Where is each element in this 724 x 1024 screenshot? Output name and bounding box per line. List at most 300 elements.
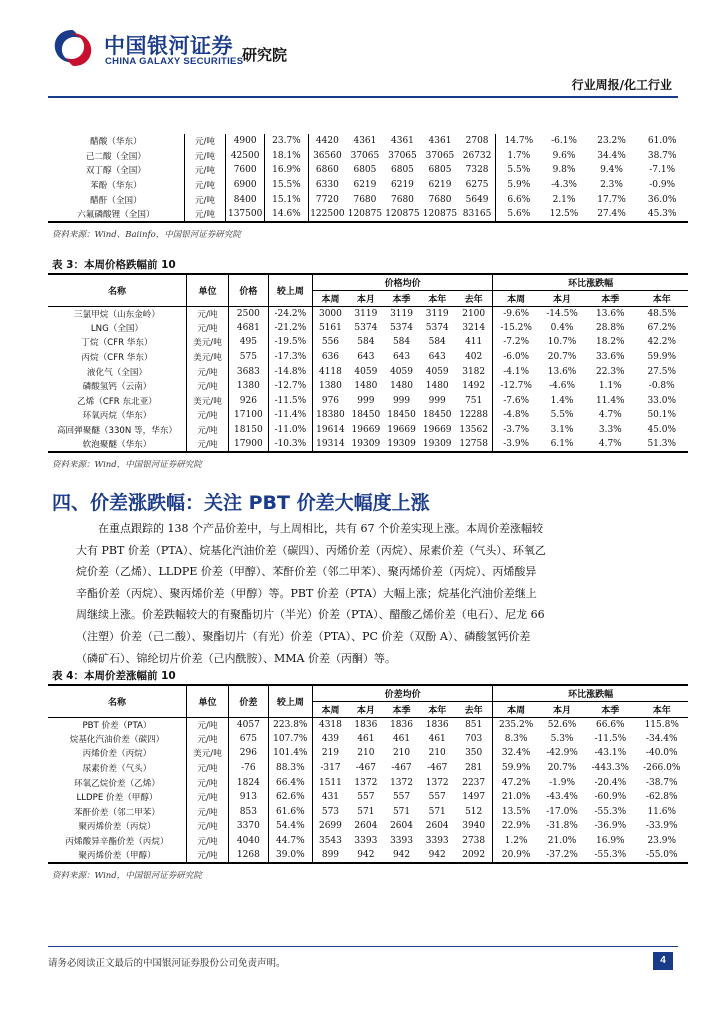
row-name: PBT 价差（PTA） bbox=[82, 720, 152, 731]
table-cell: 926 bbox=[228, 394, 268, 409]
table-cell: 2604 bbox=[354, 821, 378, 832]
table-cell: 19309 bbox=[351, 439, 381, 450]
table-cell: 3940 bbox=[462, 821, 486, 832]
table-row bbox=[48, 178, 688, 193]
table-cell: 4681 bbox=[228, 321, 268, 336]
table-cell: -3.9% bbox=[493, 437, 539, 452]
table-cell: 675 bbox=[228, 732, 268, 747]
table-cell: 45.0% bbox=[647, 425, 677, 436]
table-cell: 2.1% bbox=[552, 194, 576, 205]
table-cell: -10.3% bbox=[268, 437, 312, 452]
table-cell: -60.9% bbox=[594, 792, 627, 803]
table-cell: -55.0% bbox=[645, 850, 678, 861]
table-cell: 48.5% bbox=[647, 308, 677, 319]
table-cell: 851 bbox=[465, 719, 483, 730]
table-cell: 2604 bbox=[390, 821, 413, 832]
table-cell: 8400 bbox=[226, 192, 265, 207]
table-cell: 137500 bbox=[226, 207, 265, 222]
table-cell: 461 bbox=[357, 733, 375, 744]
table-cell: 571 bbox=[428, 806, 446, 817]
col-header-sub: 本月 bbox=[348, 290, 384, 306]
table-cell: 2237 bbox=[462, 777, 486, 788]
table-cell: -0.9% bbox=[649, 180, 676, 191]
table-cell: 2738 bbox=[462, 836, 486, 847]
col-header-sub: 本年 bbox=[635, 701, 688, 717]
table-cell: 18450 bbox=[351, 410, 381, 421]
table-cell: -55.3% bbox=[594, 850, 627, 861]
table-cell: 61.0% bbox=[647, 136, 677, 147]
table-cell: 11.4% bbox=[596, 395, 625, 406]
row-name: 醋酸（华东） bbox=[90, 137, 142, 148]
row-name: 乙烯（CFR 东北亚） bbox=[77, 396, 157, 407]
col-header-group-avg: 价差均价 bbox=[312, 685, 492, 701]
table-cell: 元/吨 bbox=[186, 437, 228, 452]
table-cell: 36560 bbox=[308, 149, 346, 164]
table-cell: 636 bbox=[312, 350, 348, 365]
table-cell: 942 bbox=[357, 850, 375, 861]
row-name: 聚丙烯价差（丙烷） bbox=[78, 822, 156, 833]
table-cell: 5.9% bbox=[496, 178, 541, 193]
table-row bbox=[48, 848, 688, 863]
table-cell: 美元/吨 bbox=[186, 350, 228, 365]
table-cell: -266.0% bbox=[643, 763, 681, 774]
table-cell: 571 bbox=[357, 806, 375, 817]
table3-source: 资料来源：Wind，中国银河证券研究院 bbox=[52, 460, 202, 470]
table-row bbox=[48, 335, 688, 350]
table-cell: 5.5% bbox=[496, 163, 541, 178]
table-cell: 37065 bbox=[350, 150, 380, 161]
col-header-name: 名称 bbox=[48, 274, 186, 306]
col-header-sub: 本月 bbox=[348, 701, 384, 717]
table-cell: 899 bbox=[312, 848, 348, 863]
table-row bbox=[48, 746, 688, 761]
table-cell: 6330 bbox=[308, 178, 346, 193]
table-cell: 3.3% bbox=[598, 425, 622, 436]
table-cell: 3119 bbox=[425, 308, 449, 319]
table-cell: 461 bbox=[392, 733, 411, 744]
table-cell: -12.7% bbox=[493, 379, 539, 394]
logo-english-name: CHINA GALAXY SECURITIES bbox=[105, 56, 244, 67]
table-cell: 18150 bbox=[228, 423, 268, 438]
table-cell: 37065 bbox=[425, 150, 455, 161]
table-row bbox=[48, 207, 688, 222]
table-cell: -317 bbox=[312, 761, 348, 776]
table-cell: 4118 bbox=[312, 364, 348, 379]
table-row bbox=[48, 805, 688, 820]
table-cell: 1268 bbox=[228, 848, 268, 863]
table-cell: -31.8% bbox=[546, 821, 578, 832]
table-cell: 4361 bbox=[428, 136, 452, 147]
table-cell: 3119 bbox=[354, 308, 378, 319]
table-cell: 3119 bbox=[390, 308, 413, 319]
table-cell: 575 bbox=[228, 350, 268, 365]
table-cell: 9.8% bbox=[552, 165, 576, 176]
table-cell: 557 bbox=[428, 792, 446, 803]
table-cell: 36.0% bbox=[647, 194, 677, 205]
table-cell: -14.8% bbox=[268, 364, 312, 379]
table-cell: -43.1% bbox=[594, 748, 627, 759]
table-cell: 296 bbox=[228, 746, 268, 761]
table-cell: -20.4% bbox=[594, 777, 627, 788]
table-cell: 元/吨 bbox=[186, 379, 228, 394]
table-cell: -76 bbox=[228, 761, 268, 776]
table-cell: 59.9% bbox=[493, 761, 539, 776]
table-cell: 18.2% bbox=[596, 337, 625, 348]
table-cell: -37.2% bbox=[546, 850, 578, 861]
table-cell: -11.0% bbox=[268, 423, 312, 438]
table-cell: -42.9% bbox=[546, 748, 578, 759]
table-cell: 元/吨 bbox=[184, 163, 225, 178]
table-cell: 643 bbox=[392, 352, 411, 363]
table-cell: 1.1% bbox=[598, 381, 622, 392]
table-cell: 1372 bbox=[425, 777, 449, 788]
table-cell: 4059 bbox=[425, 366, 449, 377]
table-cell: 5.6% bbox=[496, 207, 541, 222]
table-row bbox=[48, 350, 688, 365]
table-cell: 402 bbox=[465, 352, 483, 363]
table-cell: 16.9% bbox=[596, 836, 625, 847]
table-cell: 5.5% bbox=[550, 410, 574, 421]
table-cell: 元/吨 bbox=[186, 834, 228, 849]
col-header-sub: 本周 bbox=[493, 701, 539, 717]
table-cell: 美元/吨 bbox=[186, 335, 228, 350]
table-cell: -38.7% bbox=[645, 777, 678, 788]
table-cell: 34.4% bbox=[597, 150, 626, 161]
footer-divider bbox=[48, 946, 678, 947]
table-cell: 6.1% bbox=[550, 439, 574, 450]
table-cell: 19669 bbox=[387, 425, 416, 436]
table-cell: 5374 bbox=[425, 322, 449, 333]
table-cell: 350 bbox=[465, 748, 483, 759]
table-cell: 913 bbox=[228, 790, 268, 805]
section-paragraph-text: 在重点跟踪的 138 个产品价差中，与上周相比，共有 67 个价差实现上涨。本周价差涨幅较大有 PBT 价差（PTA）、烷基化汽油价差（碳四）、丙烯价差（丙烷）、尿素价差（气头）、环氧乙烷价差（乙烯）、LLDPE 价差（甲醇）、苯酐价差（邻二甲苯）、聚丙烯价差（丙烷）、丙烯酸异辛酯价差（丙烷）、聚丙烯价差（甲醇）等。PBT 价差（PTA）大幅上涨；烷基化汽油价差继上周继续上涨。价差跌幅较大的有聚酯切片（半光）价差（PTA）、醋酸乙烯价差（电石）、尼龙 66（注塑）价差（己二酸）、聚酯切片（有光）价差（PTA）、PC 价差（双酚 A）、磷酸氢钙价差（磷矿石）、锦纶切片价差（己内酰胺）、MMA 价差（丙酮）等。 bbox=[76, 522, 546, 665]
table-cell: 13.5% bbox=[493, 805, 539, 820]
table-cell: 7680 bbox=[353, 194, 377, 205]
table-cell: 2708 bbox=[465, 136, 489, 147]
table-cell: 27.4% bbox=[597, 208, 626, 219]
table-cell: 21.0% bbox=[547, 836, 577, 847]
table-cell: 999 bbox=[428, 395, 446, 406]
col-header-change: 较上周 bbox=[268, 274, 312, 306]
table-cell: 3214 bbox=[462, 322, 486, 333]
table-cell: -7.2% bbox=[493, 335, 539, 350]
table-cell: 12288 bbox=[459, 410, 488, 421]
table-cell: 42.2% bbox=[647, 337, 677, 348]
row-name: 醋酐（全国） bbox=[90, 195, 142, 206]
row-name: LNG（全国） bbox=[90, 323, 144, 334]
table-cell: 1824 bbox=[228, 775, 268, 790]
table-cell: 643 bbox=[428, 352, 446, 363]
table-cell: 5649 bbox=[465, 194, 489, 205]
table-cell: 元/吨 bbox=[186, 790, 228, 805]
table-cell: 45.3% bbox=[647, 208, 677, 219]
table-cell: 19669 bbox=[351, 425, 381, 436]
table-cell: 6805 bbox=[353, 165, 377, 176]
table-cell: 461 bbox=[428, 733, 446, 744]
table-cell: 281 bbox=[465, 763, 483, 774]
table-cell: 18380 bbox=[312, 408, 348, 423]
table-cell: -12.7% bbox=[268, 379, 312, 394]
row-name: 尿素价差（气头） bbox=[82, 764, 152, 775]
table-cell: 元/吨 bbox=[184, 134, 225, 149]
row-name: 环氧丙烷（华东） bbox=[82, 411, 152, 422]
table-cell: 7720 bbox=[308, 192, 346, 207]
table-cell: 20.9% bbox=[493, 848, 539, 863]
table-cell: 557 bbox=[392, 792, 411, 803]
table-cell: 21.0% bbox=[493, 790, 539, 805]
section-title: 四、价差涨跌幅：关注 PBT 价差大幅度上涨 bbox=[52, 492, 430, 514]
table-cell: 2604 bbox=[425, 821, 449, 832]
table-row bbox=[48, 819, 688, 834]
table-cell: 101.4% bbox=[268, 746, 312, 761]
table-cell: -55.3% bbox=[594, 806, 627, 817]
table-cell: 751 bbox=[465, 395, 483, 406]
table-cell: 19309 bbox=[422, 439, 452, 450]
table-cell: 20.7% bbox=[547, 763, 577, 774]
row-name: 丙烯价差（丙烷） bbox=[82, 749, 152, 760]
table-cell: 3370 bbox=[228, 819, 268, 834]
logo-chinese-name: 中国银河证券 bbox=[104, 34, 233, 58]
table-cell: 19614 bbox=[312, 423, 348, 438]
table-cell: -7.1% bbox=[649, 165, 676, 176]
table-cell: -4.6% bbox=[549, 381, 575, 392]
table-cell: -62.8% bbox=[645, 792, 678, 803]
table-cell: -0.8% bbox=[648, 381, 675, 392]
table-cell: 83165 bbox=[462, 208, 492, 219]
table-cell: -17.0% bbox=[546, 806, 578, 817]
table-cell: 15.1% bbox=[265, 192, 308, 207]
table-row bbox=[48, 834, 688, 849]
table-cell: 59.9% bbox=[647, 352, 677, 363]
table-cell: 3393 bbox=[354, 836, 378, 847]
table-cell: 6219 bbox=[391, 180, 414, 191]
table-cell: 223.8% bbox=[268, 717, 312, 732]
table-cell: 16.9% bbox=[265, 163, 308, 178]
table-cell: 584 bbox=[357, 337, 375, 348]
table-cell: 3.1% bbox=[550, 425, 574, 436]
table-row bbox=[48, 408, 688, 423]
table-cell: 19314 bbox=[312, 437, 348, 452]
col-header-sub: 本季 bbox=[585, 701, 635, 717]
col-header-sub: 本季 bbox=[384, 701, 420, 717]
table-cell: 120875 bbox=[347, 208, 383, 219]
table-cell: 元/吨 bbox=[184, 149, 225, 164]
table-cell: 33.0% bbox=[647, 395, 677, 406]
row-name: 软泡聚醚（华东） bbox=[82, 440, 152, 451]
table-cell: 14.7% bbox=[496, 134, 541, 149]
row-name: 高回弹聚醚（330N 等，华东） bbox=[56, 426, 178, 437]
table-cell: 62.6% bbox=[268, 790, 312, 805]
table-cell: 1836 bbox=[354, 719, 378, 730]
row-name: 丙烷（CFR 华东） bbox=[81, 353, 153, 364]
table-cell: 120875 bbox=[385, 208, 420, 219]
table-cell: 3393 bbox=[425, 836, 449, 847]
table4-source: 资料来源：Wind，中国银河证券研究院 bbox=[52, 871, 202, 881]
table-cell: -24.2% bbox=[268, 306, 312, 321]
table-cell: -21.2% bbox=[268, 321, 312, 336]
row-name: 磷酸氢钙（云南） bbox=[82, 382, 152, 393]
table-cell: 元/吨 bbox=[186, 805, 228, 820]
table-cell: 439 bbox=[312, 732, 348, 747]
row-name: 苯酚（华东） bbox=[90, 181, 142, 192]
table-cell: -467 bbox=[391, 763, 412, 774]
table-cell: 2100 bbox=[462, 308, 486, 319]
table-cell: 1380 bbox=[312, 379, 348, 394]
table-cell: 1836 bbox=[390, 719, 413, 730]
table-cell: 4040 bbox=[228, 834, 268, 849]
table-source-top: 资料来源：Wind、Baiinfo，中国银河证券研究院 bbox=[52, 230, 241, 240]
col-header-change: 较上周 bbox=[268, 685, 312, 717]
row-name: 液化气（全国） bbox=[86, 367, 148, 378]
col-header-sub: 本年 bbox=[635, 290, 688, 306]
table-cell: 22.9% bbox=[493, 819, 539, 834]
table-cell: 999 bbox=[392, 395, 411, 406]
table-cell: 3543 bbox=[312, 834, 348, 849]
table-cell: 584 bbox=[428, 337, 446, 348]
table-cell: 115.8% bbox=[644, 719, 679, 730]
table-cell: -6.0% bbox=[493, 350, 539, 365]
table-row bbox=[48, 717, 688, 732]
table-cell: 120875 bbox=[422, 208, 458, 219]
header-divider bbox=[48, 96, 678, 98]
row-name: 己二酸（全国） bbox=[85, 151, 146, 162]
table-cell: 67.2% bbox=[647, 322, 677, 333]
table-cell: -43.4% bbox=[546, 792, 578, 803]
table-row bbox=[48, 134, 688, 149]
table-cell: 122500 bbox=[308, 207, 346, 222]
table-cell: -11.5% bbox=[594, 733, 627, 744]
row-name: 环氧乙烷价差（乙烯） bbox=[74, 778, 160, 789]
row-name: 烷基化汽油价差（碳四） bbox=[69, 734, 165, 745]
table-cell: 3393 bbox=[390, 836, 413, 847]
table-cell: -1.9% bbox=[549, 777, 575, 788]
table-cell: 3182 bbox=[462, 366, 486, 377]
table-cell: 38.7% bbox=[647, 150, 677, 161]
table-cell: 1372 bbox=[390, 777, 413, 788]
table-cell: 5.3% bbox=[550, 733, 574, 744]
section-paragraph bbox=[76, 518, 546, 669]
table-cell: 1480 bbox=[425, 381, 449, 392]
table-cell: 6805 bbox=[428, 165, 452, 176]
table-row bbox=[48, 394, 688, 409]
report-type: 行业周报/化工行业 bbox=[571, 78, 672, 92]
table-cell: 元/吨 bbox=[184, 192, 225, 207]
table-cell: -4.8% bbox=[493, 408, 539, 423]
table-cell: 0.4% bbox=[550, 322, 574, 333]
table-cell: -14.5% bbox=[546, 308, 578, 319]
page-number: 4 bbox=[653, 952, 673, 970]
table-cell: 美元/吨 bbox=[186, 746, 228, 761]
table-cell: 19669 bbox=[422, 425, 452, 436]
table-cell: 13.6% bbox=[596, 308, 625, 319]
table-cell: 210 bbox=[357, 748, 375, 759]
table-cell: 4420 bbox=[308, 134, 346, 149]
table-cell: 107.7% bbox=[268, 732, 312, 747]
table-cell: 42500 bbox=[226, 149, 265, 164]
table-cell: 6860 bbox=[308, 163, 346, 178]
table-cell: 元/吨 bbox=[186, 761, 228, 776]
table-cell: 3683 bbox=[228, 364, 268, 379]
table-cell: -467 bbox=[427, 763, 448, 774]
table-cell: 33.6% bbox=[596, 352, 625, 363]
col-header-sub: 去年 bbox=[455, 701, 493, 717]
table-cell: 210 bbox=[392, 748, 411, 759]
table-cell: 元/吨 bbox=[186, 364, 228, 379]
col-header-sub: 本月 bbox=[539, 290, 585, 306]
row-name: 聚丙烯价差（甲醇） bbox=[78, 851, 156, 862]
table-cell: 5374 bbox=[390, 322, 413, 333]
table-cell: 1380 bbox=[228, 379, 268, 394]
table-cell: 210 bbox=[428, 748, 446, 759]
table-cell: 13562 bbox=[459, 425, 488, 436]
table-cell: 元/吨 bbox=[186, 321, 228, 336]
row-name: 苯酐价差（邻二甲苯） bbox=[74, 807, 160, 818]
col-header-sub: 本周 bbox=[493, 290, 539, 306]
table-cell: 9.6% bbox=[552, 150, 576, 161]
col-header-price: 价格 bbox=[228, 274, 268, 306]
table-cell: 17900 bbox=[228, 437, 268, 452]
table-cell: 23.9% bbox=[647, 836, 677, 847]
table-cell: -34.4% bbox=[645, 733, 678, 744]
table-cell: 88.3% bbox=[268, 761, 312, 776]
col-header-name: 名称 bbox=[48, 685, 186, 717]
table-cell: 4057 bbox=[228, 717, 268, 732]
table-cell: 1836 bbox=[425, 719, 449, 730]
table-cell: 495 bbox=[228, 335, 268, 350]
table-cell: 美元/吨 bbox=[186, 394, 228, 409]
table-cell: 元/吨 bbox=[186, 423, 228, 438]
table-row bbox=[48, 790, 688, 805]
table-cell: 26732 bbox=[462, 150, 492, 161]
table-cell: 571 bbox=[392, 806, 411, 817]
table-cell: 643 bbox=[357, 352, 375, 363]
table-cell: 32.4% bbox=[493, 746, 539, 761]
table-cell: 元/吨 bbox=[184, 207, 225, 222]
table-row bbox=[48, 775, 688, 790]
table-row bbox=[48, 437, 688, 452]
table-cell: 4.7% bbox=[598, 439, 622, 450]
table4-caption: 表 4：本周价差涨幅前 10 bbox=[52, 670, 176, 682]
table-cell: -7.6% bbox=[493, 394, 539, 409]
table-cell: 18450 bbox=[422, 410, 452, 421]
table-cell: -6.1% bbox=[551, 136, 577, 147]
table-cell: 6900 bbox=[226, 178, 265, 193]
col-header-unit: 单位 bbox=[186, 685, 228, 717]
table-cell: 557 bbox=[357, 792, 375, 803]
table-cell: 12.5% bbox=[549, 208, 579, 219]
table-cell: 6219 bbox=[353, 180, 377, 191]
table-cell: 17100 bbox=[228, 408, 268, 423]
col-header-sub: 本年 bbox=[419, 701, 455, 717]
table-cell: 23.7% bbox=[265, 134, 308, 149]
table-cell: 999 bbox=[357, 395, 375, 406]
table-cell: 1.4% bbox=[550, 395, 574, 406]
table-cell: 703 bbox=[465, 733, 483, 744]
table-cell: -3.7% bbox=[493, 423, 539, 438]
table-cell: 4059 bbox=[354, 366, 378, 377]
footer-disclaimer: 请务必阅读正文最后的中国银河证券股份公司免责声明。 bbox=[48, 958, 286, 969]
table-cell: 3000 bbox=[312, 306, 348, 321]
col-header-group-ratio: 环比涨跌幅 bbox=[493, 274, 688, 290]
col-header-sub: 本周 bbox=[312, 290, 348, 306]
col-header-sub: 本季 bbox=[585, 290, 635, 306]
table-cell: 6219 bbox=[428, 180, 452, 191]
table-row bbox=[48, 321, 688, 336]
table-cell: 44.7% bbox=[268, 834, 312, 849]
table-cell: 4.7% bbox=[598, 410, 622, 421]
table-cell: 15.5% bbox=[265, 178, 308, 193]
row-name: 三氯甲烷（山东金岭） bbox=[74, 309, 160, 320]
